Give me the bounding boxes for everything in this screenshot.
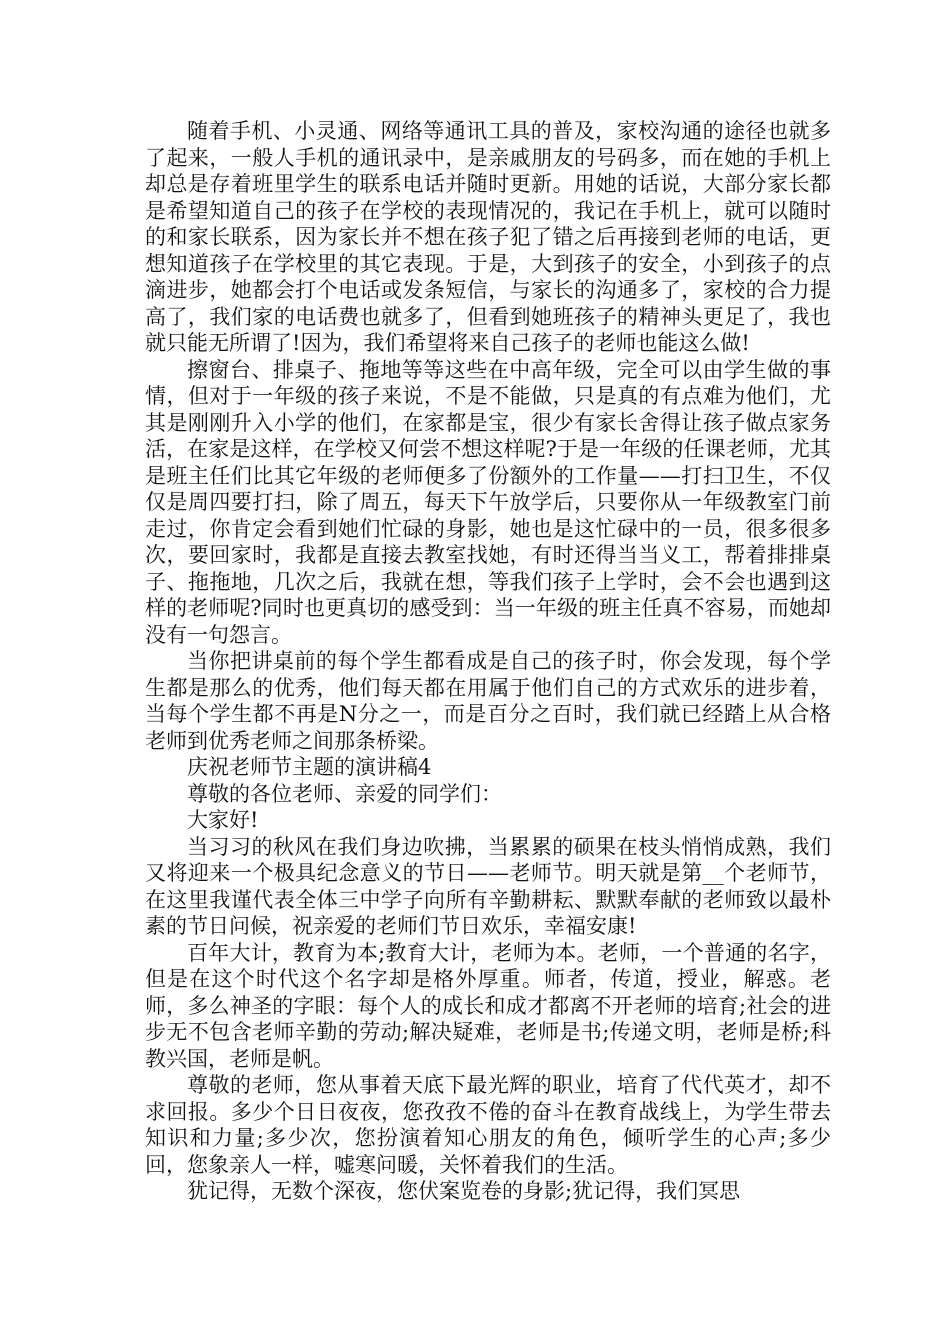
paragraph-education-foundation: 百年大计，教育为本;教育大计，老师为本。老师，一个普通的名字，但是在这个时代这个名字却是格外厚重。师者，传道，授业，解惑。老师，多么神圣的字眼：每个人的成长和成才都离不开老师的培育;社会的进步无不包含老师辛勤的劳动;解决疑难，老师是书;传递文明，老师是桥;科教兴国，老师是帆。 xyxy=(145,940,831,1071)
paragraph-remembering: 犹记得，无数个深夜，您伏案览卷的身影;犹记得，我们冥思 xyxy=(187,1179,741,1203)
paragraph-respected-teacher: 尊敬的老师，您从事着天底下最光辉的职业，培育了代代英才，却不求回报。多少个日日夜夜，您孜孜不倦的奋斗在教育战线上，为学生带去知识和力量;多少次，您扮演着知心朋友的角色，倾听学生的心声;多少回，您象亲人一样，嘘寒问暖，关怀着我们的生活。 xyxy=(145,1073,831,1177)
paragraph-classroom-cleaning: 擦窗台、排桌子、拖地等等这些在中高年级，完全可以由学生做的事情，但对于一年级的孩子来说，不是不能做，只是真的有点难为他们，尤其是刚刚升入小学的他们，在家都是宝，很少有家长舍得让孩子做点家务活，在家是这样，在学校又何尝不想这样呢?于是一年级的任课老师，尤其是班主任们比其它年级的老师便多了份额外的工作量——打扫卫生，不仅仅是周四要打扫，除了周五，每天下午放学后，只要你从一年级教室门前走过，你肯定会看到她们忙碌的身影，她也是这忙碌中的一员，很多很多次，要回家时，我都是直接去教室找她，有时还得当当义工，帮着排排桌子、拖拖地，几次之后，我就在想，等我们孩子上学时，会不会也遇到这样的老师呢?同时也更真切的感受到：当一年级的班主任真不容易，而她却没有一句怨言。 xyxy=(145,357,831,647)
speech-title: 庆祝老师节主题的演讲稿4 xyxy=(187,755,432,779)
speech-greeting: 大家好! xyxy=(187,808,259,832)
speech-salutation: 尊敬的各位老师、亲爱的同学们： xyxy=(187,781,502,806)
document-body xyxy=(145,118,831,1205)
paragraph-teachers-day-intro: 当习习的秋风在我们身边吹拂，当累累的硕果在枝头悄悄成熟，我们又将迎来一个极具纪念意义的节日——老师节。明天就是第__个老师节，在这里我谨代表全体三中学子向所有辛勤耕耘、默默奉献的老师致以最朴素的节日问候，祝亲爱的老师们节日欢乐，幸福安康! xyxy=(145,834,831,938)
paragraph-family-school-contact: 随着手机、小灵通、网络等通讯工具的普及，家校沟通的途径也就多了起来，一般人手机的通讯录中，是亲戚朋友的号码多，而在她的手机上却总是存着班里学生的联系电话并随时更新。用她的话说，大部分家长都是希望知道自己的孩子在学校的表现情况的，我记在手机上，就可以随时的和家长联系，因为家长并不想在孩子犯了错之后再接到老师的电话，更想知道孩子在学校里的其它表现。于是，大到孩子的安全，小到孩子的点滴进步，她都会打个电话或发条短信，与家长的沟通多了，家校的合力提高了，我们家的电话费也就多了，但看到她班孩子的精神头更足了，我也就只能无所谓了!因为，我们希望将来自己孩子的老师也能这么做! xyxy=(145,119,831,355)
paragraph-students-as-children: 当你把讲桌前的每个学生都看成是自己的孩子时，你会发现，每个学生都是那么的优秀，他们每天都在用属于他们自己的方式欢乐的进步着，当每个学生都不再是N分之一，而是百分之百时，我们就已经踏上从合格老师到优秀老师之间那条桥梁。 xyxy=(145,649,831,753)
